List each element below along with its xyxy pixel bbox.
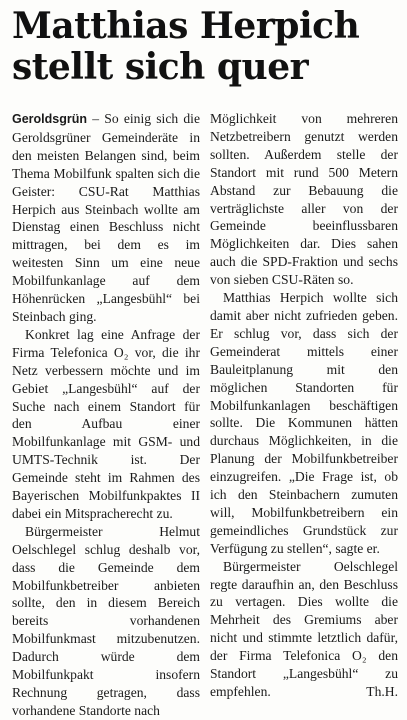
column-left xyxy=(12,110,200,718)
paragraph-text: Bürgermeister Oelschlegel regte daraufhin an, den Beschluss zu vertagen. Dies wollte die Mehrheit des Gremiums aber nicht und stimmte letztlich dafür, der Firma Telefonica O₂ den Standort „Langesbühl“ zu empfehlen. xyxy=(210,558,398,699)
headline-line-1: Matthias Herpich xyxy=(12,5,360,47)
article-headline xyxy=(12,0,398,88)
headline-line-2: stellt sich quer xyxy=(12,46,309,88)
paragraph: Konkret lag eine Anfrage der Firma Telefonica O₂ vor, die ihr Netz verbessern möchte und im Gebiet „Langesbühl“ auf der Suche nach einem Standort für den Aufbau einer Mobilfunkanlage mit GSM- und UMTS-Technik ist. Der Gemeinde steht im Rahmen des Bayerischen Mobilfunkpaktes II dabei ein Mitspracherecht zu. xyxy=(12,326,200,521)
paragraph xyxy=(210,558,398,701)
paragraph: Möglichkeit von mehreren Netzbetreibern genutzt werden sollten. Außerdem stelle der Standort mit rund 500 Metern Abstand zur Bebauung die verträglichste aller von der Gemeinde beeinflussbaren Möglichkeiten dar. Dies sahen auch die SPD-Fraktion und sechs von sieben CSU-Räten so. xyxy=(210,111,398,288)
dateline-separator: – xyxy=(87,111,105,126)
paragraph xyxy=(12,110,200,326)
paragraph-text: So einig sich die Geroldsgrüner Gemeinderäte in den meisten Belangen sind, beim Thema Mobilfunk spalten sich die Geister: CSU-Rat Matthias Herpich aus Steinbach wollte am Dienstag einen Beschluss nicht mittragen, bei dem es im weitesten Sinn um eine neue Mobilfunkanlage auf dem Höhenrücken „Langesbühl“ bei Steinbach ging. xyxy=(12,111,200,324)
paragraph: Bürgermeister Helmut Oelschlegel schlug deshalb vor, dass die Gemeinde dem Mobilfunkbetreiber anbieten sollte, den in diesem Bereich bereits vorhandenen Mobilfunkmast mitzubenutzen. Dadurch würde dem Mobilfunkpakt insofern Rechnung getragen, dass vorhandene Standorte nach xyxy=(12,523,200,718)
dateline: Geroldsgrün xyxy=(12,112,88,126)
author-signature: Th.H. xyxy=(366,684,398,699)
article-body xyxy=(12,110,398,718)
paragraph: Matthias Herpich wollte sich damit aber nicht zufrieden geben. Er schlug vor, dass sich der Gemeinderat mittels einer Bauleitplanung mit den möglichen Standorten für Mobilfunkanlagen beschäftigen sollte. Die Kommunen hätten durchaus Möglichkeiten, in die Planung der Mobilfunkbetreiber einzugreifen. „Die Frage ist, ob ich den Steinbachern zumuten will, Mobilfunkbetreibern ein gemeindliches Grundstück zur Verfügung zu stellen“, sagte er. xyxy=(210,290,398,556)
column-right xyxy=(210,110,398,699)
